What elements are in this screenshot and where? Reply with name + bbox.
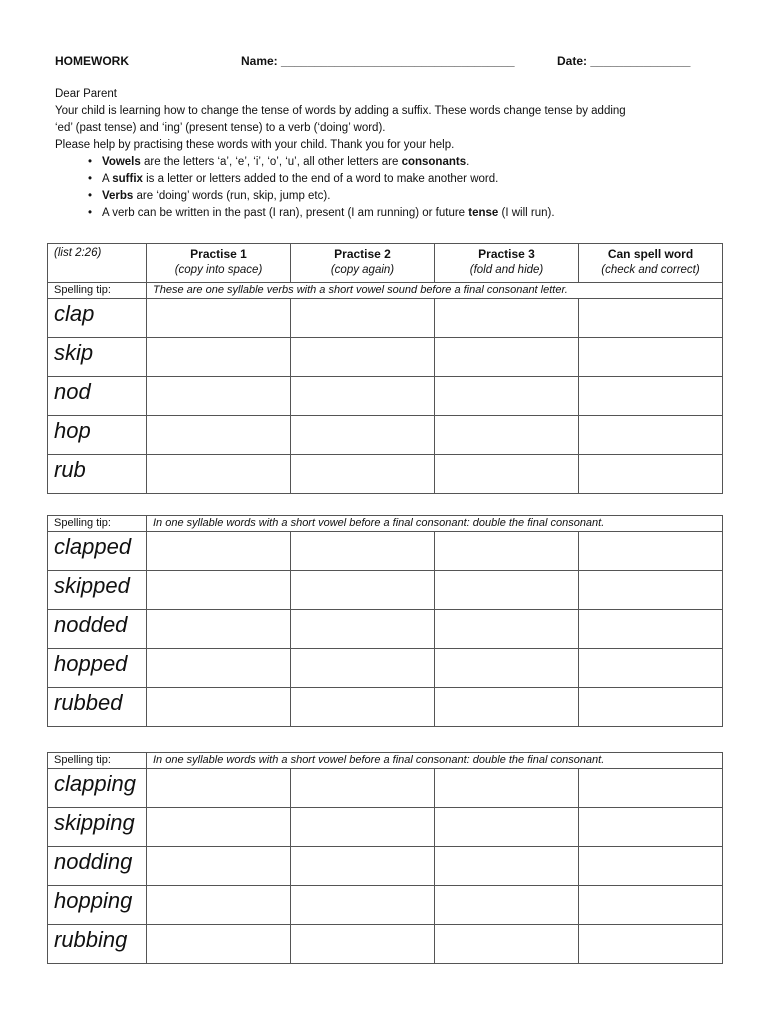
practise-2-cell[interactable] — [291, 532, 435, 571]
word-row — [48, 886, 723, 925]
practise-2-cell[interactable] — [291, 847, 435, 886]
spelling-word: skipping — [48, 808, 147, 847]
practise-1-cell[interactable] — [147, 416, 291, 455]
practise-2-cell[interactable] — [291, 808, 435, 847]
practise-3-cell[interactable] — [435, 377, 579, 416]
practise-3-cell[interactable] — [435, 886, 579, 925]
can-spell-cell[interactable] — [579, 769, 723, 808]
letter-line: Please help by practising these words with your child. Thank you for your help. — [55, 139, 455, 151]
spelling-word: nodded — [48, 610, 147, 649]
definition-list — [55, 154, 735, 222]
practise-3-cell[interactable] — [435, 610, 579, 649]
can-spell-cell[interactable] — [579, 886, 723, 925]
spelling-table-present-tense — [47, 752, 723, 964]
word-row — [48, 847, 723, 886]
word-row — [48, 571, 723, 610]
definition-item: • Vowels are the letters ‘a’, ‘e’, ‘i’, ‘o’, ‘u’, all other letters are consonants. — [102, 154, 735, 171]
practise-3-cell[interactable] — [435, 925, 579, 964]
practise-2-cell[interactable] — [291, 571, 435, 610]
spelling-word: skipped — [48, 571, 147, 610]
practise-2-cell[interactable] — [291, 299, 435, 338]
word-row — [48, 769, 723, 808]
spelling-word: rubbed — [48, 688, 147, 727]
practise-2-cell[interactable] — [291, 416, 435, 455]
practise-3-cell[interactable] — [435, 338, 579, 377]
practise-1-cell[interactable] — [147, 847, 291, 886]
can-spell-cell[interactable] — [579, 610, 723, 649]
word-row — [48, 455, 723, 494]
practise-1-cell[interactable] — [147, 455, 291, 494]
spelling-tip-label: Spelling tip: — [48, 283, 147, 299]
spelling-word: clap — [48, 299, 147, 338]
homework-title: HOMEWORK — [55, 54, 129, 68]
practise-3-cell[interactable] — [435, 769, 579, 808]
can-spell-cell[interactable] — [579, 808, 723, 847]
practise-1-cell[interactable] — [147, 377, 291, 416]
greeting: Dear Parent — [55, 88, 118, 100]
word-row — [48, 377, 723, 416]
spelling-word: rub — [48, 455, 147, 494]
practise-3-cell[interactable] — [435, 416, 579, 455]
practise-3-cell[interactable] — [435, 847, 579, 886]
spelling-word: clapping — [48, 769, 147, 808]
spelling-word: hopped — [48, 649, 147, 688]
date-field[interactable]: Date: _______________ — [557, 54, 691, 68]
spelling-tip: In one syllable words with a short vowel before a final consonant: double the final consonant. — [147, 516, 723, 532]
letter-line: ‘ed’ (past tense) and ‘ing’ (present tense) to a verb (‘doing’ word). — [55, 122, 386, 134]
word-row — [48, 338, 723, 377]
can-spell-cell[interactable] — [579, 925, 723, 964]
practise-3-cell[interactable] — [435, 649, 579, 688]
practise-2-cell[interactable] — [291, 455, 435, 494]
word-row — [48, 299, 723, 338]
spelling-word: clapped — [48, 532, 147, 571]
word-row — [48, 808, 723, 847]
column-header: Practise 2 (copy again) — [291, 244, 435, 283]
practise-1-cell[interactable] — [147, 688, 291, 727]
spelling-tip: In one syllable words with a short vowel before a final consonant: double the final consonant. — [147, 753, 723, 769]
spelling-table-base-verbs — [47, 243, 723, 494]
column-header: Can spell word (check and correct) — [579, 244, 723, 283]
word-row — [48, 649, 723, 688]
practise-1-cell[interactable] — [147, 532, 291, 571]
practise-3-cell[interactable] — [435, 808, 579, 847]
can-spell-cell[interactable] — [579, 847, 723, 886]
list-label: (list 2:26) — [48, 244, 147, 283]
can-spell-cell[interactable] — [579, 416, 723, 455]
practise-3-cell[interactable] — [435, 299, 579, 338]
definition-item: • Verbs are ‘doing’ words (run, skip, jump etc). — [102, 188, 735, 205]
practise-2-cell[interactable] — [291, 649, 435, 688]
can-spell-cell[interactable] — [579, 455, 723, 494]
spelling-tip-row — [48, 753, 723, 769]
practise-1-cell[interactable] — [147, 610, 291, 649]
spelling-word: nod — [48, 377, 147, 416]
practise-2-cell[interactable] — [291, 769, 435, 808]
spelling-word: rubbing — [48, 925, 147, 964]
can-spell-cell[interactable] — [579, 649, 723, 688]
letter-line: Your child is learning how to change the tense of words by adding a suffix. These words change tense by adding — [55, 105, 626, 117]
word-row — [48, 925, 723, 964]
spelling-table-past-tense — [47, 515, 723, 727]
column-header: Practise 1 (copy into space) — [147, 244, 291, 283]
can-spell-cell[interactable] — [579, 532, 723, 571]
spelling-tip-row — [48, 516, 723, 532]
definition-item: • A verb can be written in the past (I ran), present (I am running) or future tense (I will run). — [102, 205, 735, 222]
spelling-tip: These are one syllable verbs with a short vowel sound before a final consonant letter. — [147, 283, 723, 299]
spelling-word: skip — [48, 338, 147, 377]
can-spell-cell[interactable] — [579, 377, 723, 416]
can-spell-cell[interactable] — [579, 338, 723, 377]
practise-1-cell[interactable] — [147, 808, 291, 847]
practise-1-cell[interactable] — [147, 299, 291, 338]
spelling-tip-row — [48, 283, 723, 299]
practise-2-cell[interactable] — [291, 688, 435, 727]
practise-1-cell[interactable] — [147, 571, 291, 610]
spelling-word: nodding — [48, 847, 147, 886]
practise-1-cell[interactable] — [147, 886, 291, 925]
spelling-word: hop — [48, 416, 147, 455]
word-row — [48, 688, 723, 727]
header — [0, 54, 770, 70]
name-field[interactable]: Name: ___________________________________ — [241, 54, 515, 68]
practise-2-cell[interactable] — [291, 610, 435, 649]
word-row — [48, 610, 723, 649]
practise-3-cell[interactable] — [435, 532, 579, 571]
parent-letter — [55, 86, 735, 222]
spelling-word: hopping — [48, 886, 147, 925]
column-header: Practise 3 (fold and hide) — [435, 244, 579, 283]
practise-1-cell[interactable] — [147, 649, 291, 688]
definition-item: • A suffix is a letter or letters added to the end of a word to make another word. — [102, 171, 735, 188]
practise-2-cell[interactable] — [291, 377, 435, 416]
practise-2-cell[interactable] — [291, 886, 435, 925]
spelling-tip-label: Spelling tip: — [48, 753, 147, 769]
can-spell-cell[interactable] — [579, 688, 723, 727]
word-row — [48, 532, 723, 571]
practise-2-cell[interactable] — [291, 925, 435, 964]
practise-3-cell[interactable] — [435, 571, 579, 610]
spelling-tip-label: Spelling tip: — [48, 516, 147, 532]
word-row — [48, 416, 723, 455]
can-spell-cell[interactable] — [579, 571, 723, 610]
practise-1-cell[interactable] — [147, 925, 291, 964]
practise-2-cell[interactable] — [291, 338, 435, 377]
practise-1-cell[interactable] — [147, 769, 291, 808]
practise-3-cell[interactable] — [435, 455, 579, 494]
can-spell-cell[interactable] — [579, 299, 723, 338]
practise-3-cell[interactable] — [435, 688, 579, 727]
practise-1-cell[interactable] — [147, 338, 291, 377]
column-header-row — [48, 244, 723, 283]
